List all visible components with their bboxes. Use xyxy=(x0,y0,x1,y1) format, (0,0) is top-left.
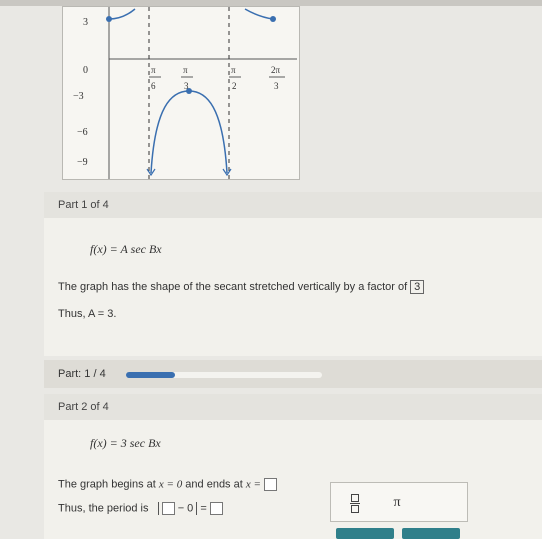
period-input-a[interactable] xyxy=(162,502,175,515)
pi-button[interactable]: π xyxy=(393,495,401,510)
part1-conclusion: Thus, A = 3. xyxy=(58,308,117,320)
y-tick-label: −9 xyxy=(77,157,88,168)
ends-text: and ends at xyxy=(185,478,243,491)
math-toolbar xyxy=(330,482,468,522)
period-equals: = xyxy=(200,502,207,515)
x-tick-numerator: π xyxy=(151,65,156,75)
x-tick-denominator: 6 xyxy=(151,81,156,91)
bottom-button-right[interactable] xyxy=(402,528,460,539)
x-tick-numerator: π xyxy=(183,65,188,75)
secant-graph xyxy=(62,6,300,180)
period-minus: − 0 xyxy=(177,502,194,515)
point-end xyxy=(270,16,276,22)
curve-branch-right xyxy=(245,9,273,19)
part1-statement-text: The graph has the shape of the secant stretched vertically by a factor of xyxy=(58,281,408,293)
ends-at-input[interactable] xyxy=(264,478,277,491)
factor-answer-box: 3 xyxy=(410,280,424,294)
part1-header: Part 1 of 4 xyxy=(44,192,542,218)
x-tick-denominator: 3 xyxy=(184,81,189,91)
progress-bar xyxy=(126,372,322,378)
point-start xyxy=(106,16,112,22)
begins-value: x = 0 xyxy=(158,478,183,491)
x-tick-numerator: π xyxy=(231,65,236,75)
part2-period-line xyxy=(58,502,223,515)
x-tick-denominator: 2 xyxy=(232,81,237,91)
part1-formula: f(x) = A sec Bx xyxy=(90,242,162,256)
part2-formula: f(x) = 3 sec Bx xyxy=(90,436,161,450)
ends-var: x = xyxy=(245,478,261,491)
part1-statement xyxy=(58,280,424,294)
fraction-icon xyxy=(350,494,360,513)
curve-branch-middle xyxy=(151,91,227,173)
y-tick-label: −6 xyxy=(77,127,88,138)
progress-label: Part: 1 / 4 xyxy=(58,368,106,380)
x-tick-numerator: 2π xyxy=(271,65,281,75)
curve-branch-left xyxy=(109,9,135,19)
part2-header: Part 2 of 4 xyxy=(44,394,542,420)
y-tick-label: 0 xyxy=(83,65,88,76)
y-tick-label: 3 xyxy=(83,17,88,28)
bottom-button-left[interactable] xyxy=(336,528,394,539)
period-text: Thus, the period is xyxy=(58,502,149,515)
part2-begins-line xyxy=(58,478,277,491)
progress-row xyxy=(44,360,542,388)
graph-svg xyxy=(63,7,299,179)
begins-text: The graph begins at xyxy=(58,478,156,491)
x-tick-denominator: 3 xyxy=(274,81,279,91)
period-input-result[interactable] xyxy=(210,502,223,515)
part1-section xyxy=(44,192,542,356)
y-tick-label: −3 xyxy=(73,91,84,102)
fraction-button[interactable] xyxy=(343,491,367,515)
progress-fill xyxy=(126,372,175,378)
